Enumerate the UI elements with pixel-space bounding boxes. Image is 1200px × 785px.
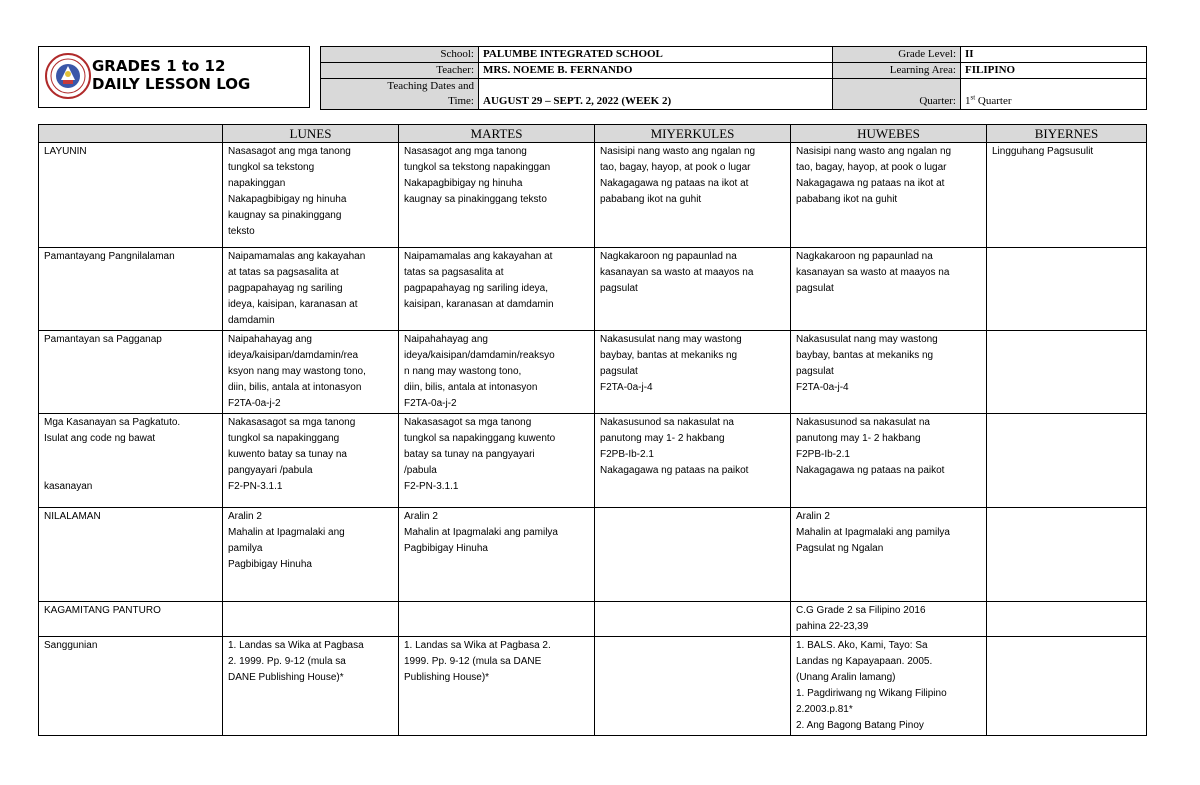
- day-cell-miyerkules: [595, 508, 791, 602]
- day-cell-martes: [399, 602, 595, 637]
- cell-line: Aralin 2: [796, 511, 830, 522]
- cell-line: Nagkakaroon ng papaunlad na: [600, 251, 737, 262]
- cell-line: tungkol sa napakinggang kuwento: [404, 433, 556, 444]
- teaching-dates-label: [321, 79, 479, 110]
- cell-line: Pagsulat ng Ngalan: [796, 543, 884, 554]
- teacher-label: Teacher:: [321, 63, 479, 79]
- day-cell-lunes: [223, 414, 399, 508]
- cell-line: 1. Pagdiriwang ng Wikang Filipino: [796, 688, 947, 699]
- cell-line: panutong may 1- 2 hakbang: [796, 433, 921, 444]
- cell-line: tungkol sa tekstong: [228, 162, 315, 173]
- day-cell-miyerkules: [595, 143, 791, 248]
- cell-line: F2TA-0a-j-2: [228, 398, 281, 409]
- cell-line: Nakagagawa ng pataas na paikot: [796, 465, 945, 476]
- kagamitang-panturo-row: [39, 602, 1147, 637]
- cell-line: Pagbibigay Hinuha: [404, 543, 488, 554]
- day-cell-lunes: [223, 331, 399, 414]
- cell-line: kaugnay sa pinakinggang teksto: [404, 194, 547, 205]
- day-cell-martes: [399, 508, 595, 602]
- cell-line: pamilya: [228, 543, 263, 554]
- row-label-line: [44, 463, 217, 479]
- cell-line: ksyon nang may wastong tono,: [228, 366, 366, 377]
- cell-line: 1. Landas sa Wika at Pagbasa: [228, 640, 364, 651]
- cell-line: Nasisipi nang wasto ang ngalan ng: [796, 146, 952, 157]
- cell-line: kasanayan sa wasto at maayos na: [796, 267, 950, 278]
- cell-line: tao, bagay, hayop, at pook o lugar: [600, 162, 751, 173]
- cell-line: damdamin: [228, 315, 275, 326]
- day-cell-huwebes: [791, 508, 987, 602]
- cell-line: kuwento batay sa tunay na: [228, 449, 347, 460]
- day-cell-martes: [399, 637, 595, 736]
- cell-line: ideya/kaisipan/damdamin/rea: [228, 350, 359, 361]
- quarter-number: 1: [965, 95, 971, 107]
- teaching-dates-value: AUGUST 29 – SEPT. 2, 2022 (WEEK 2): [479, 79, 833, 110]
- cell-line: Nakagagawa ng pataas na ikot at: [600, 178, 749, 189]
- cell-line: Nasasagot ang mga tanong: [404, 146, 527, 157]
- cell-line: baybay, bantas at mekaniks ng: [600, 350, 738, 361]
- cell-line: ideya, kaisipan, karanasan at: [228, 299, 358, 310]
- row-label-line: Sanggunian: [44, 640, 98, 651]
- row-label-cell: [39, 248, 223, 331]
- cell-line: pagsulat: [600, 283, 638, 294]
- row-label-line: [44, 447, 217, 463]
- cell-line: Nakapagbibigay ng hinuha: [228, 194, 347, 205]
- day-cell-huwebes: [791, 637, 987, 736]
- day-cell-biyernes: [987, 143, 1147, 248]
- cell-line: Nakasusunod sa nakasulat na: [796, 417, 930, 428]
- row-label-line: Pamantayang Pangnilalaman: [44, 251, 175, 262]
- cell-line: Nasisipi nang wasto ang ngalan ng: [600, 146, 756, 157]
- row-label-line: KAGAMITANG PANTURO: [44, 605, 161, 616]
- quarter-value: [961, 79, 1147, 110]
- row-label-cell: [39, 331, 223, 414]
- cell-line: diin, bilis, antala at intonasyon: [228, 382, 362, 393]
- cell-line: Nakagagawa ng pataas na ikot at: [796, 178, 945, 189]
- deped-seal-icon: [44, 50, 92, 102]
- row-label-line: NILALAMAN: [44, 511, 101, 522]
- day-cell-huwebes: [791, 143, 987, 248]
- cell-line: DANE Publishing House)*: [228, 672, 344, 683]
- sanggunian-row: [39, 637, 1147, 736]
- day-cell-miyerkules: [595, 248, 791, 331]
- cell-line: /pabula: [404, 465, 437, 476]
- day-cell-huwebes: [791, 248, 987, 331]
- cell-line: Nakasasagot sa mga tanong: [228, 417, 356, 428]
- cell-line: F2-PN-3.1.1: [404, 481, 459, 492]
- day-cell-lunes: [223, 602, 399, 637]
- day-header: HUWEBES: [791, 125, 987, 143]
- cell-line: pagsulat: [600, 366, 638, 377]
- cell-line: pahina 22-23,39: [796, 621, 869, 632]
- cell-line: 1. Landas sa Wika at Pagbasa 2.: [404, 640, 551, 651]
- mga-kasanayan-row: [39, 414, 1147, 508]
- cell-line: pagpapahayag ng sariling ideya,: [404, 283, 548, 294]
- day-cell-biyernes: [987, 414, 1147, 508]
- log-title-grades: GRADES 1 to 12: [92, 57, 226, 75]
- cell-line: F2PB-Ib-2.1: [796, 449, 850, 460]
- cell-line: Naipahahayag ang: [228, 334, 312, 345]
- day-cell-miyerkules: [595, 414, 791, 508]
- day-cell-miyerkules: [595, 602, 791, 637]
- cell-line: pangyayari /pabula: [228, 465, 313, 476]
- cell-line: Nagkakaroon ng papaunlad na: [796, 251, 933, 262]
- cell-line: Publishing House)*: [404, 672, 490, 683]
- day-header: BIYERNES: [987, 125, 1147, 143]
- cell-line: 2.2003.p.81*: [796, 704, 853, 715]
- cell-line: Nakasusulat nang may wastong: [600, 334, 742, 345]
- cell-line: Nakasusunod sa nakasulat na: [600, 417, 734, 428]
- teaching-dates-label-line2: Time:: [448, 95, 474, 107]
- day-header-row: [39, 125, 1147, 143]
- cell-line: 1999. Pp. 9-12 (mula sa DANE: [404, 656, 542, 667]
- cell-line: (Unang Aralin lamang): [796, 672, 896, 683]
- day-cell-lunes: [223, 143, 399, 248]
- cell-line: C.G Grade 2 sa Filipino 2016: [796, 605, 926, 616]
- cell-line: Landas ng Kapayapaan. 2005.: [796, 656, 933, 667]
- teacher-value: MRS. NOEME B. FERNANDO: [479, 63, 833, 79]
- day-cell-martes: [399, 331, 595, 414]
- day-cell-biyernes: [987, 248, 1147, 331]
- row-label-line: Isulat ang code ng bawat: [44, 433, 156, 444]
- day-cell-martes: [399, 248, 595, 331]
- cell-line: baybay, bantas at mekaniks ng: [796, 350, 934, 361]
- cell-line: kasanayan sa wasto at maayos na: [600, 267, 754, 278]
- day-cell-huwebes: [791, 602, 987, 637]
- teaching-dates-label-line1: Teaching Dates and: [387, 80, 474, 92]
- learning-area-value: FILIPINO: [961, 63, 1147, 79]
- cell-line: pagpapahayag ng sariling: [228, 283, 343, 294]
- day-cell-huwebes: [791, 331, 987, 414]
- grade-level-value: II: [961, 47, 1147, 63]
- day-cell-biyernes: [987, 637, 1147, 736]
- cell-line: batay sa tunay na pangyayari: [404, 449, 535, 460]
- cell-line: Nakasasagot sa mga tanong: [404, 417, 532, 428]
- cell-line: F2TA-0a-j-4: [796, 382, 849, 393]
- cell-line: pababang ikot na guhit: [796, 194, 898, 205]
- day-header: MIYERKULES: [595, 125, 791, 143]
- cell-line: Nakagagawa ng pataas na paikot: [600, 465, 749, 476]
- pamantayang-pangnilalaman-row: [39, 248, 1147, 331]
- school-value: PALUMBE INTEGRATED SCHOOL: [479, 47, 833, 63]
- quarter-suffix: st: [970, 93, 976, 102]
- row-label-cell: [39, 508, 223, 602]
- cell-line: Nasasagot ang mga tanong: [228, 146, 351, 157]
- cell-line: at tatas sa pagsasalita at: [228, 267, 339, 278]
- day-cell-lunes: [223, 248, 399, 331]
- cell-line: Pagbibigay Hinuha: [228, 559, 312, 570]
- cell-line: 1. BALS. Ako, Kami, Tayo: Sa: [796, 640, 928, 651]
- cell-line: 2. 1999. Pp. 9-12 (mula sa: [228, 656, 346, 667]
- cell-line: pagsulat: [796, 283, 834, 294]
- row-label-cell: [39, 143, 223, 248]
- day-cell-biyernes: [987, 602, 1147, 637]
- log-title-daily-lesson-log: DAILY LESSON LOG: [92, 75, 251, 93]
- cell-line: Naipahahayag ang: [404, 334, 488, 345]
- quarter-label: Quarter:: [833, 79, 961, 110]
- cell-line: Naipamamalas ang kakayahan at: [404, 251, 553, 262]
- cell-line: Nakasusulat nang may wastong: [796, 334, 938, 345]
- cell-line: pagsulat: [796, 366, 834, 377]
- cell-line: ideya/kaisipan/damdamin/reaksyo: [404, 350, 555, 361]
- day-cell-lunes: [223, 637, 399, 736]
- cell-line: tungkol sa napakinggang: [228, 433, 340, 444]
- cell-line: panutong may 1- 2 hakbang: [600, 433, 725, 444]
- row-label-line: Mga Kasanayan sa Pagkatuto.: [44, 417, 181, 428]
- cell-line: F2PB-Ib-2.1: [600, 449, 654, 460]
- day-cell-huwebes: [791, 414, 987, 508]
- row-label-cell: [39, 637, 223, 736]
- cell-line: F2TA-0a-j-4: [600, 382, 653, 393]
- row-label-line: LAYUNIN: [44, 146, 87, 157]
- learning-area-label: Learning Area:: [833, 63, 961, 79]
- day-cell-miyerkules: [595, 637, 791, 736]
- cell-line: F2TA-0a-j-2: [404, 398, 457, 409]
- cell-line: Mahalin at Ipagmalaki ang pamilya: [404, 527, 558, 538]
- cell-line: Mahalin at Ipagmalaki ang pamilya: [796, 527, 950, 538]
- quarter-word: Quarter: [975, 95, 1012, 107]
- row-label-line: Pamantayan sa Pagganap: [44, 334, 162, 345]
- cell-line: n nang may wastong tono,: [404, 366, 522, 377]
- row-label-cell: [39, 414, 223, 508]
- day-header: MARTES: [399, 125, 595, 143]
- cell-line: Aralin 2: [404, 511, 438, 522]
- lesson-log-table: [38, 124, 1147, 736]
- cell-line: Nakapagbibigay ng hinuha: [404, 178, 523, 189]
- day-cell-biyernes: [987, 508, 1147, 602]
- cell-line: diin, bilis, antala at intonasyon: [404, 382, 538, 393]
- row-label-line: kasanayan: [44, 481, 93, 492]
- cell-line: teksto: [228, 226, 255, 237]
- cell-line: kaisipan, karanasan at damdamin: [404, 299, 554, 310]
- layunin-row: [39, 143, 1147, 248]
- cell-line: F2-PN-3.1.1: [228, 481, 283, 492]
- nilalaman-row: [39, 508, 1147, 602]
- grade-level-label: Grade Level:: [833, 47, 961, 63]
- cell-line: kaugnay sa pinakinggang: [228, 210, 342, 221]
- day-cell-miyerkules: [595, 331, 791, 414]
- row-label-cell: [39, 602, 223, 637]
- pamantayan-sa-pagganap-row: [39, 331, 1147, 414]
- corner-header: [39, 125, 223, 143]
- cell-line: Aralin 2: [228, 511, 262, 522]
- cell-line: Mahalin at Ipagmalaki ang: [228, 527, 345, 538]
- cell-line: Naipamamalas ang kakayahan: [228, 251, 366, 262]
- cell-line: Lingguhang Pagsusulit: [992, 146, 1094, 157]
- day-cell-biyernes: [987, 331, 1147, 414]
- school-label: School:: [321, 47, 479, 63]
- day-header: LUNES: [223, 125, 399, 143]
- cell-line: pababang ikot na guhit: [600, 194, 702, 205]
- day-cell-martes: [399, 143, 595, 248]
- day-cell-martes: [399, 414, 595, 508]
- cell-line: tungkol sa tekstong napakinggan: [404, 162, 551, 173]
- cell-line: napakinggan: [228, 178, 286, 189]
- info-table: [320, 46, 1147, 110]
- cell-line: 2. Ang Bagong Batang Pinoy: [796, 720, 924, 731]
- cell-line: tatas sa pagsasalita at: [404, 267, 504, 278]
- cell-line: tao, bagay, hayop, at pook o lugar: [796, 162, 947, 173]
- day-cell-lunes: [223, 508, 399, 602]
